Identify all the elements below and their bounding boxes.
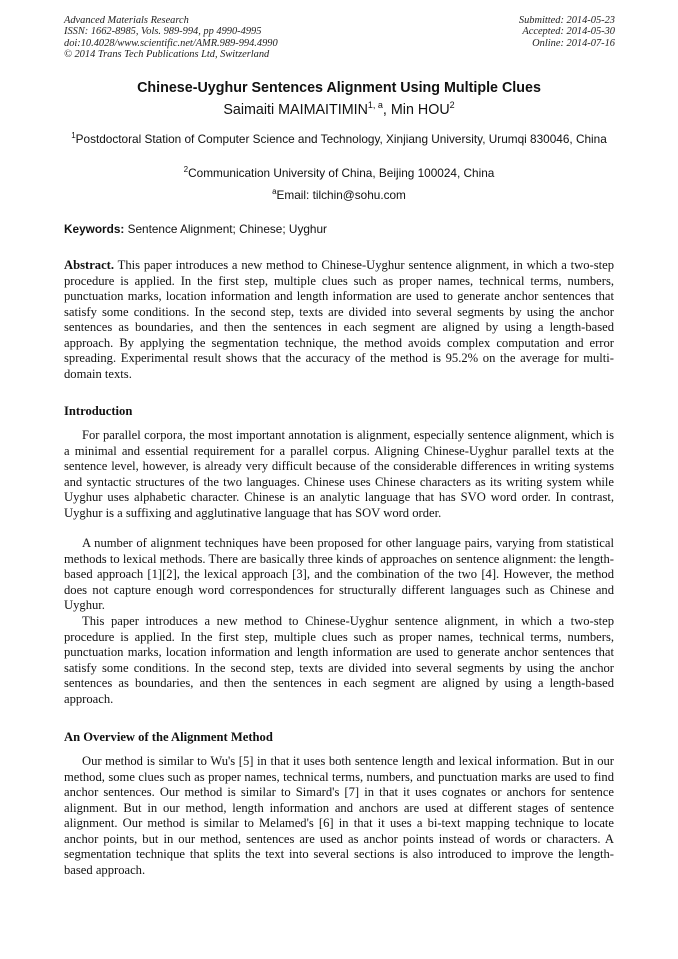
affiliation-1 (64, 132, 614, 148)
section-heading-introduction: Introduction (64, 404, 133, 418)
author-name: Min HOU (390, 102, 450, 118)
author-email (64, 188, 614, 204)
section-heading-overview: An Overview of the Alignment Method (64, 730, 273, 744)
paragraph: For parallel corpora, the most important annotation is alignment, especially sentence alignment, which is a minimal and essential requirement for a parallel corpus. Aligning Chinese-Uyghur parallel texts at the sentence level, however, is already very difficult because of the considerable differences in writing systems and syntactic structures of the two languages. Chinese uses Chinese characters as its writing system while Uyghur uses alphabetic character. Chinese is an analytic language that has SVO word order. In contrast, Uyghur is a suffixing and agglutinative language that has SOV word order. (64, 428, 614, 520)
author-name: Saimaiti MAIMAITIMIN (223, 102, 368, 118)
affiliation-text: Communication University of China, Beijing 100024, China (188, 166, 495, 180)
submitted-date: Submitted: 2014-05-23 (518, 15, 615, 26)
affiliation-text: Postdoctoral Station of Computer Science and Technology, Xinjiang University, Urumqi 830046, China (75, 132, 607, 146)
abstract-text: This paper introduces a new method to Chinese-Uyghur sentence alignment, in which a two-step procedure is applied. In the first step, multiple clues such as proper names, technical terms, numbers, punctuation marks, location information and length information are used to generate anchor sentences that satisfy some conditions. In the second step, texts are divided into several segments by using the anchor sentences as boundaries, and then the sentences in each segment are aligned by using a length-based approach. By applying the segmentation technique, the method avoids complex computation and error spreading. Experimental result shows that the accuracy of the method is 95.2% on the average for multi-domain texts. (64, 258, 615, 381)
affiliation-2 (64, 166, 614, 182)
affiliation-mark: 1 (71, 131, 76, 140)
dates-header (355, 15, 615, 49)
author-separator: , (382, 102, 391, 118)
journal-header (64, 15, 394, 61)
keywords-text: Sentence Alignment; Chinese; Uyghur (127, 222, 327, 236)
author-list (0, 102, 678, 118)
journal-copyright: © 2014 Trans Tech Publications Ltd, Switzerland (64, 49, 270, 61)
journal-doi[interactable]: doi:10.4028/www.scientific.net/AMR.989-994.4990 (64, 37, 278, 49)
abstract (64, 258, 614, 382)
journal-issn: ISSN: 1662-8985, Vols. 989-994, pp 4990-4995 (64, 26, 262, 38)
paragraph: This paper introduces a new method to Chinese-Uyghur sentence alignment, in which a two-step procedure is applied. In the first step, multiple clues such as proper names, technical terms, numbers, punctuation marks, location information and length information are used to generate anchor sentences that satisfy some conditions. In the second step, texts are divided into several segments by using the anchor sentences as boundaries, and then the sentences in each segment are aligned by using a length-based approach. (64, 614, 614, 706)
email-text[interactable]: Email: tilchin@sohu.com (276, 188, 406, 202)
author-affiliation-mark: 1, a (367, 100, 383, 110)
abstract-label: Abstract. (64, 258, 115, 272)
email-mark: a (272, 187, 277, 196)
online-date: Online: 2014-07-16 (532, 37, 615, 49)
journal-name: Advanced Materials Research (64, 15, 189, 26)
paper-title: Chinese-Uyghur Sentences Alignment Using Multiple Clues (137, 80, 541, 96)
keywords-label: Keywords: (64, 222, 125, 236)
keywords (64, 222, 614, 237)
paragraph: Our method is similar to Wu's [5] in that it uses both sentence length and lexical information. But in our method, some clues such as proper names, technical terms, numbers, and punctuation marks are used to find anchor sentences. Our method is similar to Simard's [7] in that it uses cognates or anchors for sentence alignment. But in our method, length information and anchors are used at different stages of sentence alignment. Our method is similar to Melamed's [6] in that it uses a bi-text mapping technique to locate anchor points, but in our method, sentences are used as anchor points instead of words or characters. A segmentation technique that splits the text into several sections is also introduced to improve the length-based approach. (64, 754, 614, 877)
affiliation-mark: 2 (183, 165, 189, 174)
accepted-date: Accepted: 2014-05-30 (522, 26, 615, 38)
paragraph: A number of alignment techniques have been proposed for other language pairs, varying from statistical methods to lexical methods. There are basically three kinds of approaches on sentence alignment: the length-based approach [1][2], the lexical approach [3], and the combination of the two [4]. However, the method does not capture enough word correspondences for structurally different languages such as Chinese and Uyghur. (64, 536, 614, 612)
author-affiliation-mark: 2 (449, 100, 455, 110)
